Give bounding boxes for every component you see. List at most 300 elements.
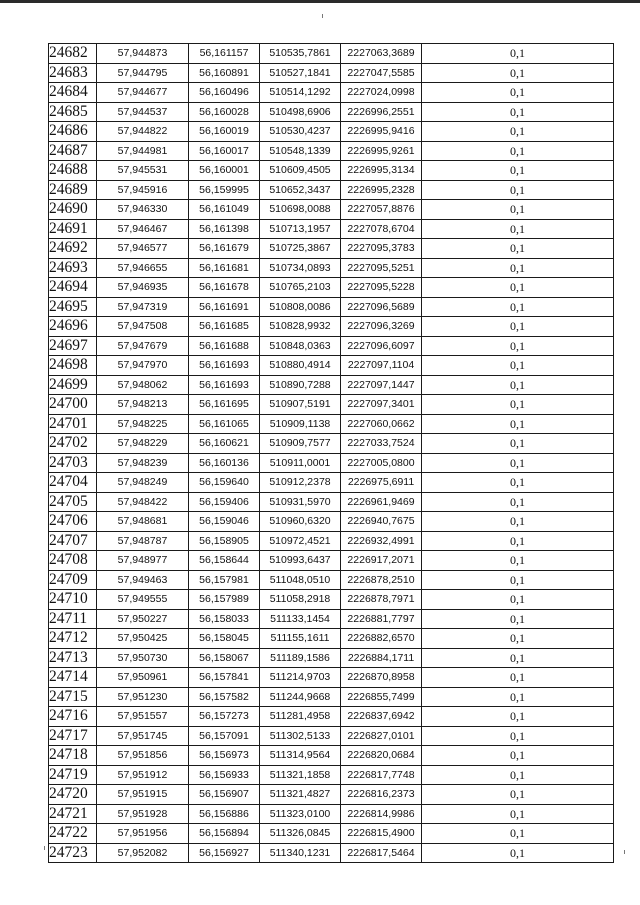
point-number-cell: 24687 <box>49 141 97 161</box>
point-number-cell: 24683 <box>49 63 97 83</box>
accuracy-cell: 0,1 <box>422 629 614 649</box>
y-coordinate-cell: 2227096,3269 <box>341 317 422 337</box>
latitude-cell: 57,951745 <box>97 726 189 746</box>
table-row <box>49 648 614 668</box>
table-row <box>49 395 614 415</box>
longitude-cell: 56,161157 <box>189 44 260 64</box>
x-coordinate-cell: 510912,2378 <box>260 473 341 493</box>
y-coordinate-cell: 2226817,7748 <box>341 765 422 785</box>
x-coordinate-cell: 511244,9668 <box>260 687 341 707</box>
point-number-cell: 24709 <box>49 570 97 590</box>
point-number-cell: 24704 <box>49 473 97 493</box>
point-number-cell: 24712 <box>49 629 97 649</box>
x-coordinate-cell: 511326,0845 <box>260 824 341 844</box>
x-coordinate-cell: 511189,1586 <box>260 648 341 668</box>
accuracy-cell: 0,1 <box>422 824 614 844</box>
x-coordinate-cell: 510911,0001 <box>260 453 341 473</box>
table-row <box>49 180 614 200</box>
latitude-cell: 57,948249 <box>97 473 189 493</box>
x-coordinate-cell: 510698,0088 <box>260 200 341 220</box>
accuracy-cell: 0,1 <box>422 531 614 551</box>
accuracy-cell: 0,1 <box>422 297 614 317</box>
latitude-cell: 57,944981 <box>97 141 189 161</box>
latitude-cell: 57,949555 <box>97 590 189 610</box>
x-coordinate-cell: 511321,4827 <box>260 785 341 805</box>
longitude-cell: 56,160017 <box>189 141 260 161</box>
latitude-cell: 57,948681 <box>97 512 189 532</box>
x-coordinate-cell: 510734,0893 <box>260 258 341 278</box>
point-number-cell: 24693 <box>49 258 97 278</box>
table-row <box>49 551 614 571</box>
y-coordinate-cell: 2226961,9469 <box>341 492 422 512</box>
x-coordinate-cell: 511214,9703 <box>260 668 341 688</box>
accuracy-cell: 0,1 <box>422 453 614 473</box>
latitude-cell: 57,946577 <box>97 239 189 259</box>
x-coordinate-cell: 510972,4521 <box>260 531 341 551</box>
longitude-cell: 56,161685 <box>189 317 260 337</box>
latitude-cell: 57,947970 <box>97 356 189 376</box>
table-row <box>49 629 614 649</box>
point-number-cell: 24691 <box>49 219 97 239</box>
latitude-cell: 57,947508 <box>97 317 189 337</box>
longitude-cell: 56,157582 <box>189 687 260 707</box>
point-number-cell: 24701 <box>49 414 97 434</box>
y-coordinate-cell: 2227063,3689 <box>341 44 422 64</box>
x-coordinate-cell: 510535,7861 <box>260 44 341 64</box>
y-coordinate-cell: 2226881,7797 <box>341 609 422 629</box>
accuracy-cell: 0,1 <box>422 63 614 83</box>
table-row <box>49 531 614 551</box>
accuracy-cell: 0,1 <box>422 746 614 766</box>
longitude-cell: 56,160028 <box>189 102 260 122</box>
point-number-cell: 24715 <box>49 687 97 707</box>
y-coordinate-cell: 2226870,8958 <box>341 668 422 688</box>
accuracy-cell: 0,1 <box>422 590 614 610</box>
accuracy-cell: 0,1 <box>422 239 614 259</box>
top-scan-border <box>0 0 640 3</box>
y-coordinate-cell: 2227033,7524 <box>341 434 422 454</box>
latitude-cell: 57,951915 <box>97 785 189 805</box>
table-row <box>49 141 614 161</box>
x-coordinate-cell: 510828,9932 <box>260 317 341 337</box>
x-coordinate-cell: 510765,2103 <box>260 278 341 298</box>
y-coordinate-cell: 2227005,0800 <box>341 453 422 473</box>
accuracy-cell: 0,1 <box>422 687 614 707</box>
table-row <box>49 414 614 434</box>
longitude-cell: 56,159406 <box>189 492 260 512</box>
x-coordinate-cell: 510498,6906 <box>260 102 341 122</box>
longitude-cell: 56,161398 <box>189 219 260 239</box>
table-row <box>49 200 614 220</box>
longitude-cell: 56,161679 <box>189 239 260 259</box>
latitude-cell: 57,946935 <box>97 278 189 298</box>
point-number-cell: 24688 <box>49 161 97 181</box>
accuracy-cell: 0,1 <box>422 317 614 337</box>
accuracy-cell: 0,1 <box>422 434 614 454</box>
y-coordinate-cell: 2226917,2071 <box>341 551 422 571</box>
table-row <box>49 434 614 454</box>
accuracy-cell: 0,1 <box>422 122 614 142</box>
longitude-cell: 56,159640 <box>189 473 260 493</box>
latitude-cell: 57,947679 <box>97 336 189 356</box>
x-coordinate-cell: 510848,0363 <box>260 336 341 356</box>
table-row <box>49 83 614 103</box>
accuracy-cell: 0,1 <box>422 570 614 590</box>
x-coordinate-cell: 510652,3437 <box>260 180 341 200</box>
point-number-cell: 24684 <box>49 83 97 103</box>
table-row <box>49 804 614 824</box>
point-number-cell: 24711 <box>49 609 97 629</box>
table-row <box>49 258 614 278</box>
longitude-cell: 56,158045 <box>189 629 260 649</box>
point-number-cell: 24692 <box>49 239 97 259</box>
point-number-cell: 24723 <box>49 843 97 863</box>
y-coordinate-cell: 2226817,5464 <box>341 843 422 863</box>
table-row <box>49 512 614 532</box>
table-row <box>49 707 614 727</box>
longitude-cell: 56,161695 <box>189 395 260 415</box>
latitude-cell: 57,948213 <box>97 395 189 415</box>
point-number-cell: 24710 <box>49 590 97 610</box>
accuracy-cell: 0,1 <box>422 648 614 668</box>
y-coordinate-cell: 2226820,0684 <box>341 746 422 766</box>
longitude-cell: 56,156973 <box>189 746 260 766</box>
latitude-cell: 57,944873 <box>97 44 189 64</box>
latitude-cell: 57,950425 <box>97 629 189 649</box>
longitude-cell: 56,159995 <box>189 180 260 200</box>
longitude-cell: 56,157989 <box>189 590 260 610</box>
latitude-cell: 57,944822 <box>97 122 189 142</box>
longitude-cell: 56,161678 <box>189 278 260 298</box>
point-number-cell: 24705 <box>49 492 97 512</box>
point-number-cell: 24700 <box>49 395 97 415</box>
table-row <box>49 44 614 64</box>
longitude-cell: 56,160621 <box>189 434 260 454</box>
latitude-cell: 57,948239 <box>97 453 189 473</box>
y-coordinate-cell: 2227057,8876 <box>341 200 422 220</box>
x-coordinate-cell: 510909,7577 <box>260 434 341 454</box>
longitude-cell: 56,159046 <box>189 512 260 532</box>
y-coordinate-cell: 2226995,9261 <box>341 141 422 161</box>
y-coordinate-cell: 2227095,3783 <box>341 239 422 259</box>
accuracy-cell: 0,1 <box>422 141 614 161</box>
table-row <box>49 122 614 142</box>
latitude-cell: 57,948977 <box>97 551 189 571</box>
point-number-cell: 24686 <box>49 122 97 142</box>
latitude-cell: 57,945531 <box>97 161 189 181</box>
accuracy-cell: 0,1 <box>422 102 614 122</box>
y-coordinate-cell: 2226815,4900 <box>341 824 422 844</box>
latitude-cell: 57,948787 <box>97 531 189 551</box>
accuracy-cell: 0,1 <box>422 356 614 376</box>
x-coordinate-cell: 510909,1138 <box>260 414 341 434</box>
table-row <box>49 375 614 395</box>
longitude-cell: 56,157981 <box>189 570 260 590</box>
x-coordinate-cell: 511340,1231 <box>260 843 341 863</box>
table-row <box>49 317 614 337</box>
y-coordinate-cell: 2226884,1711 <box>341 648 422 668</box>
latitude-cell: 57,947319 <box>97 297 189 317</box>
table-row <box>49 726 614 746</box>
point-number-cell: 24721 <box>49 804 97 824</box>
accuracy-cell: 0,1 <box>422 200 614 220</box>
accuracy-cell: 0,1 <box>422 180 614 200</box>
longitude-cell: 56,157273 <box>189 707 260 727</box>
accuracy-cell: 0,1 <box>422 804 614 824</box>
latitude-cell: 57,951230 <box>97 687 189 707</box>
longitude-cell: 56,156927 <box>189 843 260 863</box>
longitude-cell: 56,161693 <box>189 375 260 395</box>
longitude-cell: 56,160136 <box>189 453 260 473</box>
longitude-cell: 56,160496 <box>189 83 260 103</box>
y-coordinate-cell: 2226837,6942 <box>341 707 422 727</box>
accuracy-cell: 0,1 <box>422 395 614 415</box>
accuracy-cell: 0,1 <box>422 414 614 434</box>
point-number-cell: 24689 <box>49 180 97 200</box>
latitude-cell: 57,950227 <box>97 609 189 629</box>
point-number-cell: 24699 <box>49 375 97 395</box>
latitude-cell: 57,945916 <box>97 180 189 200</box>
point-number-cell: 24682 <box>49 44 97 64</box>
y-coordinate-cell: 2226827,0101 <box>341 726 422 746</box>
point-number-cell: 24720 <box>49 785 97 805</box>
y-coordinate-cell: 2226816,2373 <box>341 785 422 805</box>
latitude-cell: 57,944677 <box>97 83 189 103</box>
table-row <box>49 609 614 629</box>
latitude-cell: 57,951956 <box>97 824 189 844</box>
y-coordinate-cell: 2226996,2551 <box>341 102 422 122</box>
y-coordinate-cell: 2227096,5689 <box>341 297 422 317</box>
accuracy-cell: 0,1 <box>422 219 614 239</box>
table-row <box>49 63 614 83</box>
table-row <box>49 824 614 844</box>
point-number-cell: 24716 <box>49 707 97 727</box>
scan-speck <box>44 846 45 850</box>
y-coordinate-cell: 2227024,0998 <box>341 83 422 103</box>
point-number-cell: 24702 <box>49 434 97 454</box>
accuracy-cell: 0,1 <box>422 785 614 805</box>
accuracy-cell: 0,1 <box>422 336 614 356</box>
longitude-cell: 56,161065 <box>189 414 260 434</box>
latitude-cell: 57,946330 <box>97 200 189 220</box>
latitude-cell: 57,950961 <box>97 668 189 688</box>
latitude-cell: 57,948225 <box>97 414 189 434</box>
x-coordinate-cell: 510713,1957 <box>260 219 341 239</box>
table-row <box>49 570 614 590</box>
x-coordinate-cell: 511323,0100 <box>260 804 341 824</box>
y-coordinate-cell: 2227097,1447 <box>341 375 422 395</box>
y-coordinate-cell: 2226975,6911 <box>341 473 422 493</box>
point-number-cell: 24690 <box>49 200 97 220</box>
point-number-cell: 24694 <box>49 278 97 298</box>
x-coordinate-cell: 510890,7288 <box>260 375 341 395</box>
x-coordinate-cell: 510808,0086 <box>260 297 341 317</box>
accuracy-cell: 0,1 <box>422 765 614 785</box>
y-coordinate-cell: 2227060,0662 <box>341 414 422 434</box>
longitude-cell: 56,161688 <box>189 336 260 356</box>
table-row <box>49 746 614 766</box>
longitude-cell: 56,157841 <box>189 668 260 688</box>
accuracy-cell: 0,1 <box>422 843 614 863</box>
x-coordinate-cell: 510530,4237 <box>260 122 341 142</box>
y-coordinate-cell: 2227097,3401 <box>341 395 422 415</box>
y-coordinate-cell: 2226878,7971 <box>341 590 422 610</box>
accuracy-cell: 0,1 <box>422 473 614 493</box>
accuracy-cell: 0,1 <box>422 512 614 532</box>
table-row <box>49 590 614 610</box>
point-number-cell: 24708 <box>49 551 97 571</box>
x-coordinate-cell: 510960,6320 <box>260 512 341 532</box>
latitude-cell: 57,951912 <box>97 765 189 785</box>
y-coordinate-cell: 2226814,9986 <box>341 804 422 824</box>
accuracy-cell: 0,1 <box>422 609 614 629</box>
point-number-cell: 24706 <box>49 512 97 532</box>
scan-speck <box>322 14 323 18</box>
x-coordinate-cell: 511314,9564 <box>260 746 341 766</box>
point-number-cell: 24714 <box>49 668 97 688</box>
longitude-cell: 56,161693 <box>189 356 260 376</box>
point-number-cell: 24703 <box>49 453 97 473</box>
longitude-cell: 56,157091 <box>189 726 260 746</box>
longitude-cell: 56,161681 <box>189 258 260 278</box>
accuracy-cell: 0,1 <box>422 668 614 688</box>
longitude-cell: 56,161049 <box>189 200 260 220</box>
y-coordinate-cell: 2227097,1104 <box>341 356 422 376</box>
longitude-cell: 56,158033 <box>189 609 260 629</box>
table-row <box>49 668 614 688</box>
y-coordinate-cell: 2226878,2510 <box>341 570 422 590</box>
y-coordinate-cell: 2227078,6704 <box>341 219 422 239</box>
accuracy-cell: 0,1 <box>422 44 614 64</box>
latitude-cell: 57,946467 <box>97 219 189 239</box>
accuracy-cell: 0,1 <box>422 258 614 278</box>
table-row <box>49 102 614 122</box>
point-number-cell: 24685 <box>49 102 97 122</box>
table-row <box>49 765 614 785</box>
table-row <box>49 453 614 473</box>
y-coordinate-cell: 2227047,5585 <box>341 63 422 83</box>
x-coordinate-cell: 510725,3867 <box>260 239 341 259</box>
latitude-cell: 57,950730 <box>97 648 189 668</box>
point-number-cell: 24696 <box>49 317 97 337</box>
y-coordinate-cell: 2226995,2328 <box>341 180 422 200</box>
longitude-cell: 56,158067 <box>189 648 260 668</box>
longitude-cell: 56,160891 <box>189 63 260 83</box>
longitude-cell: 56,156894 <box>189 824 260 844</box>
point-number-cell: 24722 <box>49 824 97 844</box>
longitude-cell: 56,158644 <box>189 551 260 571</box>
latitude-cell: 57,951928 <box>97 804 189 824</box>
table-row <box>49 278 614 298</box>
x-coordinate-cell: 511302,5133 <box>260 726 341 746</box>
table-row <box>49 785 614 805</box>
x-coordinate-cell: 511048,0510 <box>260 570 341 590</box>
x-coordinate-cell: 511321,1858 <box>260 765 341 785</box>
table-row <box>49 473 614 493</box>
x-coordinate-cell: 510931,5970 <box>260 492 341 512</box>
longitude-cell: 56,158905 <box>189 531 260 551</box>
x-coordinate-cell: 510609,4505 <box>260 161 341 181</box>
latitude-cell: 57,951557 <box>97 707 189 727</box>
x-coordinate-cell: 511058,2918 <box>260 590 341 610</box>
table-row <box>49 297 614 317</box>
latitude-cell: 57,948062 <box>97 375 189 395</box>
y-coordinate-cell: 2226995,9416 <box>341 122 422 142</box>
table-row <box>49 239 614 259</box>
latitude-cell: 57,948422 <box>97 492 189 512</box>
longitude-cell: 56,156886 <box>189 804 260 824</box>
x-coordinate-cell: 510880,4914 <box>260 356 341 376</box>
table-row <box>49 161 614 181</box>
point-number-cell: 24717 <box>49 726 97 746</box>
table-row <box>49 356 614 376</box>
point-number-cell: 24695 <box>49 297 97 317</box>
y-coordinate-cell: 2226940,7675 <box>341 512 422 532</box>
latitude-cell: 57,952082 <box>97 843 189 863</box>
point-number-cell: 24713 <box>49 648 97 668</box>
point-number-cell: 24718 <box>49 746 97 766</box>
accuracy-cell: 0,1 <box>422 492 614 512</box>
coordinates-table-body <box>49 44 614 863</box>
y-coordinate-cell: 2227095,5251 <box>341 258 422 278</box>
longitude-cell: 56,160001 <box>189 161 260 181</box>
x-coordinate-cell: 510548,1339 <box>260 141 341 161</box>
y-coordinate-cell: 2226882,6570 <box>341 629 422 649</box>
x-coordinate-cell: 511155,1611 <box>260 629 341 649</box>
point-number-cell: 24698 <box>49 356 97 376</box>
y-coordinate-cell: 2226855,7499 <box>341 687 422 707</box>
coordinates-table <box>48 43 614 863</box>
y-coordinate-cell: 2227096,6097 <box>341 336 422 356</box>
table-row <box>49 336 614 356</box>
x-coordinate-cell: 511133,1454 <box>260 609 341 629</box>
x-coordinate-cell: 510527,1841 <box>260 63 341 83</box>
x-coordinate-cell: 510514,1292 <box>260 83 341 103</box>
latitude-cell: 57,949463 <box>97 570 189 590</box>
latitude-cell: 57,944795 <box>97 63 189 83</box>
longitude-cell: 56,156933 <box>189 765 260 785</box>
y-coordinate-cell: 2227095,5228 <box>341 278 422 298</box>
accuracy-cell: 0,1 <box>422 278 614 298</box>
point-number-cell: 24697 <box>49 336 97 356</box>
x-coordinate-cell: 510907,5191 <box>260 395 341 415</box>
accuracy-cell: 0,1 <box>422 551 614 571</box>
table-row <box>49 219 614 239</box>
y-coordinate-cell: 2226932,4991 <box>341 531 422 551</box>
longitude-cell: 56,160019 <box>189 122 260 142</box>
x-coordinate-cell: 511281,4958 <box>260 707 341 727</box>
table-row <box>49 843 614 863</box>
scan-speck <box>624 850 625 854</box>
y-coordinate-cell: 2226995,3134 <box>341 161 422 181</box>
latitude-cell: 57,944537 <box>97 102 189 122</box>
longitude-cell: 56,156907 <box>189 785 260 805</box>
latitude-cell: 57,951856 <box>97 746 189 766</box>
point-number-cell: 24719 <box>49 765 97 785</box>
table-row <box>49 492 614 512</box>
accuracy-cell: 0,1 <box>422 161 614 181</box>
x-coordinate-cell: 510993,6437 <box>260 551 341 571</box>
accuracy-cell: 0,1 <box>422 707 614 727</box>
latitude-cell: 57,946655 <box>97 258 189 278</box>
longitude-cell: 56,161691 <box>189 297 260 317</box>
accuracy-cell: 0,1 <box>422 375 614 395</box>
latitude-cell: 57,948229 <box>97 434 189 454</box>
accuracy-cell: 0,1 <box>422 726 614 746</box>
table-row <box>49 687 614 707</box>
accuracy-cell: 0,1 <box>422 83 614 103</box>
point-number-cell: 24707 <box>49 531 97 551</box>
